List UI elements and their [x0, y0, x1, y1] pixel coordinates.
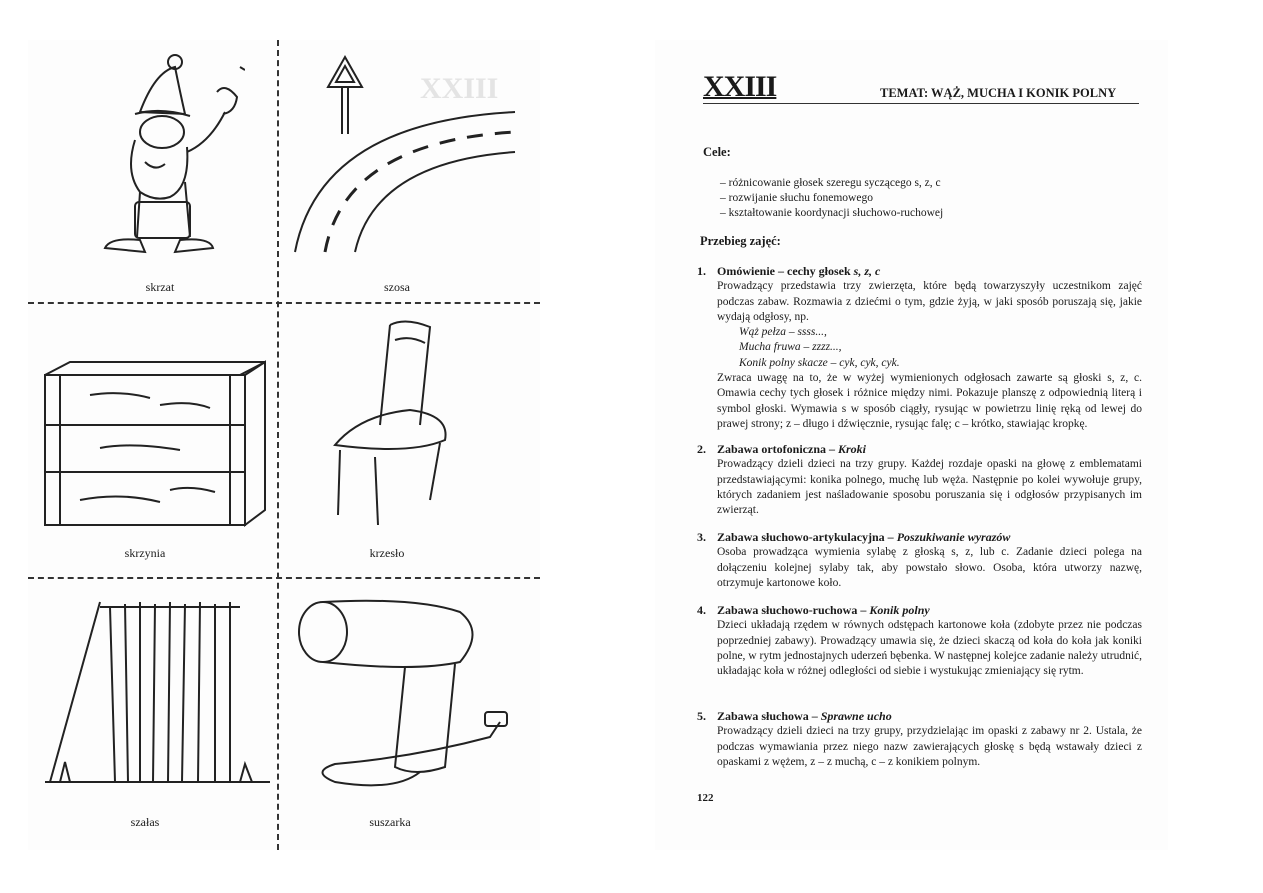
- hair-dryer-picture: [295, 592, 525, 802]
- lesson-number: XXIII: [703, 70, 777, 103]
- section-heading: 5. Zabawa słuchowa – Sprawne ucho: [697, 709, 892, 723]
- section-body: Prowadzący dzieli dzieci na trzy grupy, przydzielając im opaski z zabawy nr 2. Ustala, że podczas wymawiania przez niego nazw zawierających głoskę s będą wstawały dzieci z opaskami z wężem, z – z muchą, c – z konikiem polnym.: [717, 725, 1142, 768]
- section-2: [697, 442, 1142, 518]
- caption-skrzynia: skrzynia: [124, 546, 166, 560]
- course-label: Przebieg zajęć:: [700, 234, 781, 248]
- section-5: [697, 709, 1142, 770]
- caption-szosa: szosa: [384, 280, 410, 294]
- section-body: Prowadzący dzieli dzieci na trzy grupy. Każdej rozdaje opaski na głowę z emblematami przedstawiającymi: konika polnego, muchę lub węża. Następnie po kolei wywołuje grupy, których zadaniem jest naśladowanie sposobu poruszania się i odgłosów przypisanych im zwierząt.: [717, 458, 1142, 517]
- section-body: Zwraca uwagę na to, że w wyżej wymienionych odgłosach zawarte są głoski s, z, c. Omawia cechy tych głosek i różnice między nimi. Pokazuje planszę z odpowiednią literą i symbol głoski. Wymawia s w sposób ciągły, rysując w powietrzu linię ręką od lewej do prawej strony; z – długo i dźwięcznie, rysując falę; c – krótko, stawiając kropkę.: [717, 372, 1142, 430]
- goals-list: [720, 176, 943, 221]
- goal-item: – rozwijanie słuchu fonemowego: [720, 191, 943, 206]
- goal-item: – różnicowanie głosek szeregu syczącego s, z, c: [720, 176, 943, 191]
- section-heading: 4. Zabawa słuchowo-ruchowa – Konik polny: [697, 603, 930, 617]
- vertical-cut-line: [277, 40, 279, 850]
- chair-picture: [320, 315, 470, 530]
- section-body: Dzieci układają rzędem w równych odstępach kartonowe koła (zdobyte przez nie podczas poprzedniej zabawy). Prowadzący umawia się, że dzieci skaczą od koła do koła jak koniki polne, w rytm jednostajnych uderzeń bębenka. W następnej kolejce zadanie należy utrudnić, układając koła w różnej odległości od siebie i wystukując zmieniający się rytm.: [717, 619, 1142, 678]
- section-body: Osoba prowadząca wymienia sylabę z głoską s, z, lub c. Zadanie dzieci polega na dołączeniu kolejnej sylaby tak, aby powstało słowo. Osoba, która utworzy nazwę, otrzymuje kartonowe koło.: [717, 546, 1142, 589]
- caption-suszarka: suszarka: [369, 815, 411, 829]
- lesson-topic: TEMAT: WĄŻ, MUCHA I KONIK POLNY: [880, 86, 1117, 100]
- page-number: 122: [697, 792, 714, 804]
- crate-picture: [40, 360, 270, 530]
- section-heading: 3. Zabawa słuchowo-artykulacyjna – Poszukiwanie wyrazów: [697, 530, 1011, 544]
- section-heading: 2. Zabawa ortofoniczna – Kroki: [697, 442, 867, 456]
- section-4: [697, 603, 1142, 679]
- section-1: [697, 264, 1142, 432]
- horizontal-cut-line-1: [28, 302, 540, 304]
- caption-skrzat: skrzat: [145, 280, 175, 294]
- example-line: Wąż pełza – ssss...,: [739, 326, 827, 339]
- caption-krzeslo: krzesło: [369, 546, 405, 560]
- gnome-picture: [95, 52, 245, 262]
- horizontal-cut-line-2: [28, 577, 540, 579]
- section-3: [697, 530, 1142, 591]
- hut-picture: [40, 592, 270, 792]
- goal-item: – kształtowanie koordynacji słuchowo-ruchowej: [720, 206, 943, 221]
- goals-label: Cele:: [703, 145, 731, 159]
- section-body: Prowadzący przedstawia trzy zwierzęta, które będą towarzyszyły uczestnikom zajęć podczas zabaw. Rozmawia z dziećmi o tym, gdzie żyją, w jaki sposób poruszają się, jakie wydają odgłosy, np.: [717, 280, 1142, 323]
- section-heading: 1. Omówienie – cechy głosek s, z, c: [697, 264, 881, 278]
- heading-rule: [703, 103, 1139, 104]
- example-line: Konik polny skacze – cyk, cyk, cyk.: [739, 356, 900, 369]
- road-picture: [290, 52, 520, 262]
- example-line: Mucha fruwa – zzzz...,: [739, 341, 842, 354]
- show-through-text: XXIII: [420, 72, 499, 105]
- caption-szalas: szałas: [130, 815, 160, 829]
